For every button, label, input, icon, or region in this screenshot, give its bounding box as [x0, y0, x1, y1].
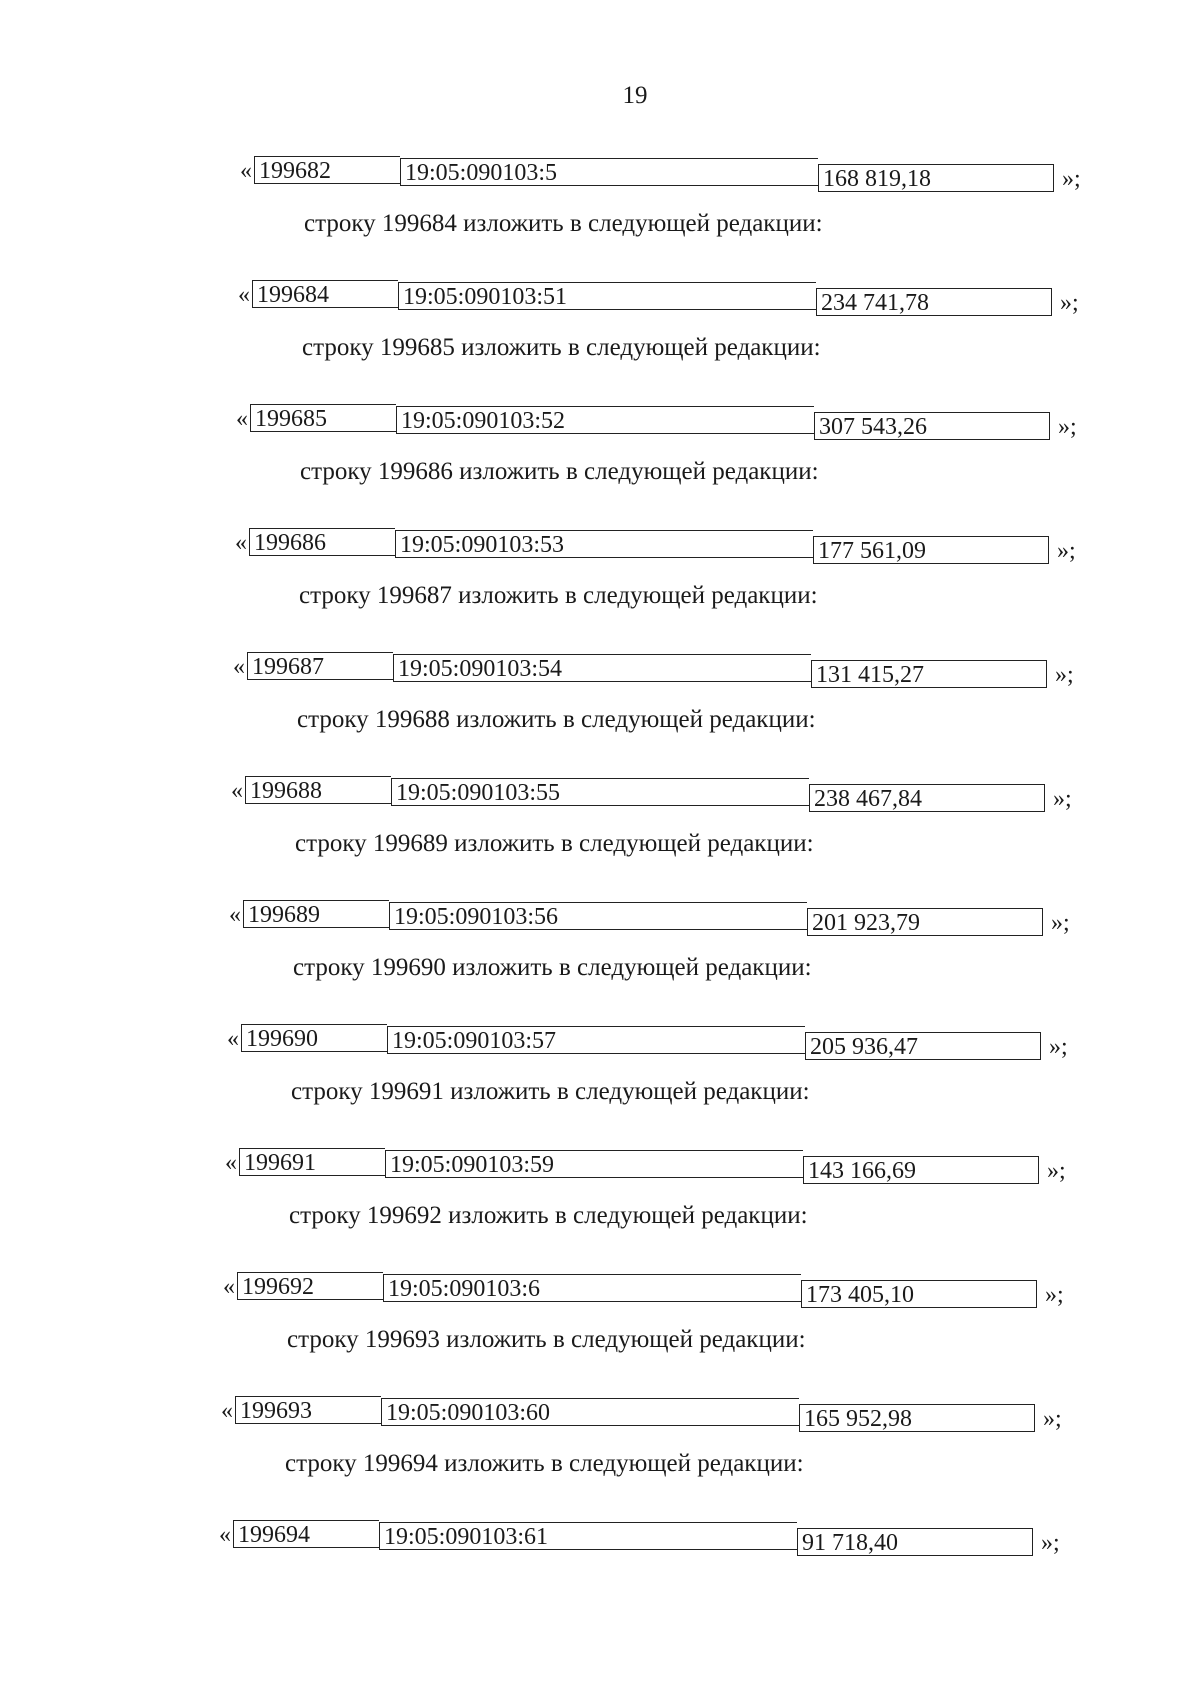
- amendment-block: [0, 1512, 1200, 1636]
- table-row: [223, 1264, 1123, 1308]
- cadastral-number-cell: 19:05:090103:56: [389, 902, 807, 930]
- row-number-cell: 199689: [243, 900, 389, 928]
- value-cell: 177 561,09: [813, 536, 1049, 564]
- amendment-block: [0, 148, 1200, 272]
- table-row: [231, 768, 1131, 812]
- opening-quote: «: [231, 778, 243, 804]
- table-row: [227, 1016, 1127, 1060]
- closing-quote: »;: [1045, 1282, 1064, 1308]
- page-number: 19: [622, 82, 648, 109]
- value-cell: 168 819,18: [818, 164, 1054, 192]
- closing-quote: »;: [1053, 786, 1072, 812]
- amendment-block: [0, 1264, 1200, 1388]
- closing-quote: »;: [1055, 662, 1074, 688]
- cadastral-number-cell: 19:05:090103:57: [387, 1026, 805, 1054]
- table-row: [221, 1388, 1121, 1432]
- closing-quote: »;: [1041, 1530, 1060, 1556]
- value-cell: 238 467,84: [809, 784, 1045, 812]
- table-row: [225, 1140, 1125, 1184]
- amendment-block: [0, 1140, 1200, 1264]
- opening-quote: «: [223, 1274, 235, 1300]
- cadastral-number-cell: 19:05:090103:52: [396, 406, 814, 434]
- opening-quote: «: [235, 530, 247, 556]
- row-number-cell: 199687: [247, 652, 393, 680]
- cadastral-number-cell: 19:05:090103:60: [381, 1398, 799, 1426]
- instruction-text: строку 199686 изложить в следующей редакции:: [300, 458, 819, 485]
- instruction-text: строку 199687 изложить в следующей редакции:: [299, 582, 818, 609]
- amendment-block: [0, 272, 1200, 396]
- amendment-block: [0, 768, 1200, 892]
- instruction-text: строку 199694 изложить в следующей редакции:: [285, 1450, 804, 1477]
- table-row: [233, 644, 1133, 688]
- amendment-block: [0, 1016, 1200, 1140]
- instruction-text: строку 199689 изложить в следующей редакции:: [295, 830, 814, 857]
- value-cell: 234 741,78: [816, 288, 1052, 316]
- closing-quote: »;: [1049, 1034, 1068, 1060]
- opening-quote: «: [227, 1026, 239, 1052]
- cadastral-number-cell: 19:05:090103:51: [398, 282, 816, 310]
- closing-quote: »;: [1057, 538, 1076, 564]
- row-number-cell: 199684: [252, 280, 398, 308]
- amendment-block: [0, 396, 1200, 520]
- opening-quote: «: [221, 1398, 233, 1424]
- table-row: [238, 272, 1138, 316]
- opening-quote: «: [219, 1522, 231, 1548]
- row-number-cell: 199691: [239, 1148, 385, 1176]
- value-cell: 91 718,40: [797, 1528, 1033, 1556]
- value-cell: 165 952,98: [799, 1404, 1035, 1432]
- amendment-block: [0, 644, 1200, 768]
- amendment-list: [0, 148, 1200, 1636]
- closing-quote: »;: [1062, 166, 1081, 192]
- cadastral-number-cell: 19:05:090103:54: [393, 654, 811, 682]
- value-cell: 201 923,79: [807, 908, 1043, 936]
- value-cell: 143 166,69: [803, 1156, 1039, 1184]
- opening-quote: «: [238, 282, 250, 308]
- instruction-text: строку 199684 изложить в следующей редакции:: [304, 210, 823, 237]
- cadastral-number-cell: 19:05:090103:61: [379, 1522, 797, 1550]
- cadastral-number-cell: 19:05:090103:6: [383, 1274, 801, 1302]
- opening-quote: «: [229, 902, 241, 928]
- instruction-text: строку 199688 изложить в следующей редакции:: [297, 706, 816, 733]
- instruction-text: строку 199685 изложить в следующей редакции:: [302, 334, 821, 361]
- opening-quote: «: [225, 1150, 237, 1176]
- table-row: [235, 520, 1135, 564]
- cadastral-number-cell: 19:05:090103:59: [385, 1150, 803, 1178]
- row-number-cell: 199686: [249, 528, 395, 556]
- amendment-block: [0, 1388, 1200, 1512]
- opening-quote: «: [233, 654, 245, 680]
- table-row: [229, 892, 1129, 936]
- closing-quote: »;: [1043, 1406, 1062, 1432]
- row-number-cell: 199688: [245, 776, 391, 804]
- instruction-text: строку 199690 изложить в следующей редакции:: [293, 954, 812, 981]
- row-number-cell: 199685: [250, 404, 396, 432]
- closing-quote: »;: [1051, 910, 1070, 936]
- amendment-block: [0, 892, 1200, 1016]
- instruction-text: строку 199691 изложить в следующей редакции:: [291, 1078, 810, 1105]
- closing-quote: »;: [1047, 1158, 1066, 1184]
- row-number-cell: 199682: [254, 156, 400, 184]
- row-number-cell: 199694: [233, 1520, 379, 1548]
- cadastral-number-cell: 19:05:090103:5: [400, 158, 818, 186]
- amendment-block: [0, 520, 1200, 644]
- closing-quote: »;: [1060, 290, 1079, 316]
- value-cell: 173 405,10: [801, 1280, 1037, 1308]
- table-row: [219, 1512, 1119, 1556]
- opening-quote: «: [240, 158, 252, 184]
- opening-quote: «: [236, 406, 248, 432]
- value-cell: 307 543,26: [814, 412, 1050, 440]
- cadastral-number-cell: 19:05:090103:55: [391, 778, 809, 806]
- instruction-text: строку 199692 изложить в следующей редакции:: [289, 1202, 808, 1229]
- value-cell: 131 415,27: [811, 660, 1047, 688]
- table-row: [236, 396, 1136, 440]
- instruction-text: строку 199693 изложить в следующей редакции:: [287, 1326, 806, 1353]
- row-number-cell: 199690: [241, 1024, 387, 1052]
- table-row: [240, 148, 1140, 192]
- value-cell: 205 936,47: [805, 1032, 1041, 1060]
- row-number-cell: 199693: [235, 1396, 381, 1424]
- closing-quote: »;: [1058, 414, 1077, 440]
- cadastral-number-cell: 19:05:090103:53: [395, 530, 813, 558]
- row-number-cell: 199692: [237, 1272, 383, 1300]
